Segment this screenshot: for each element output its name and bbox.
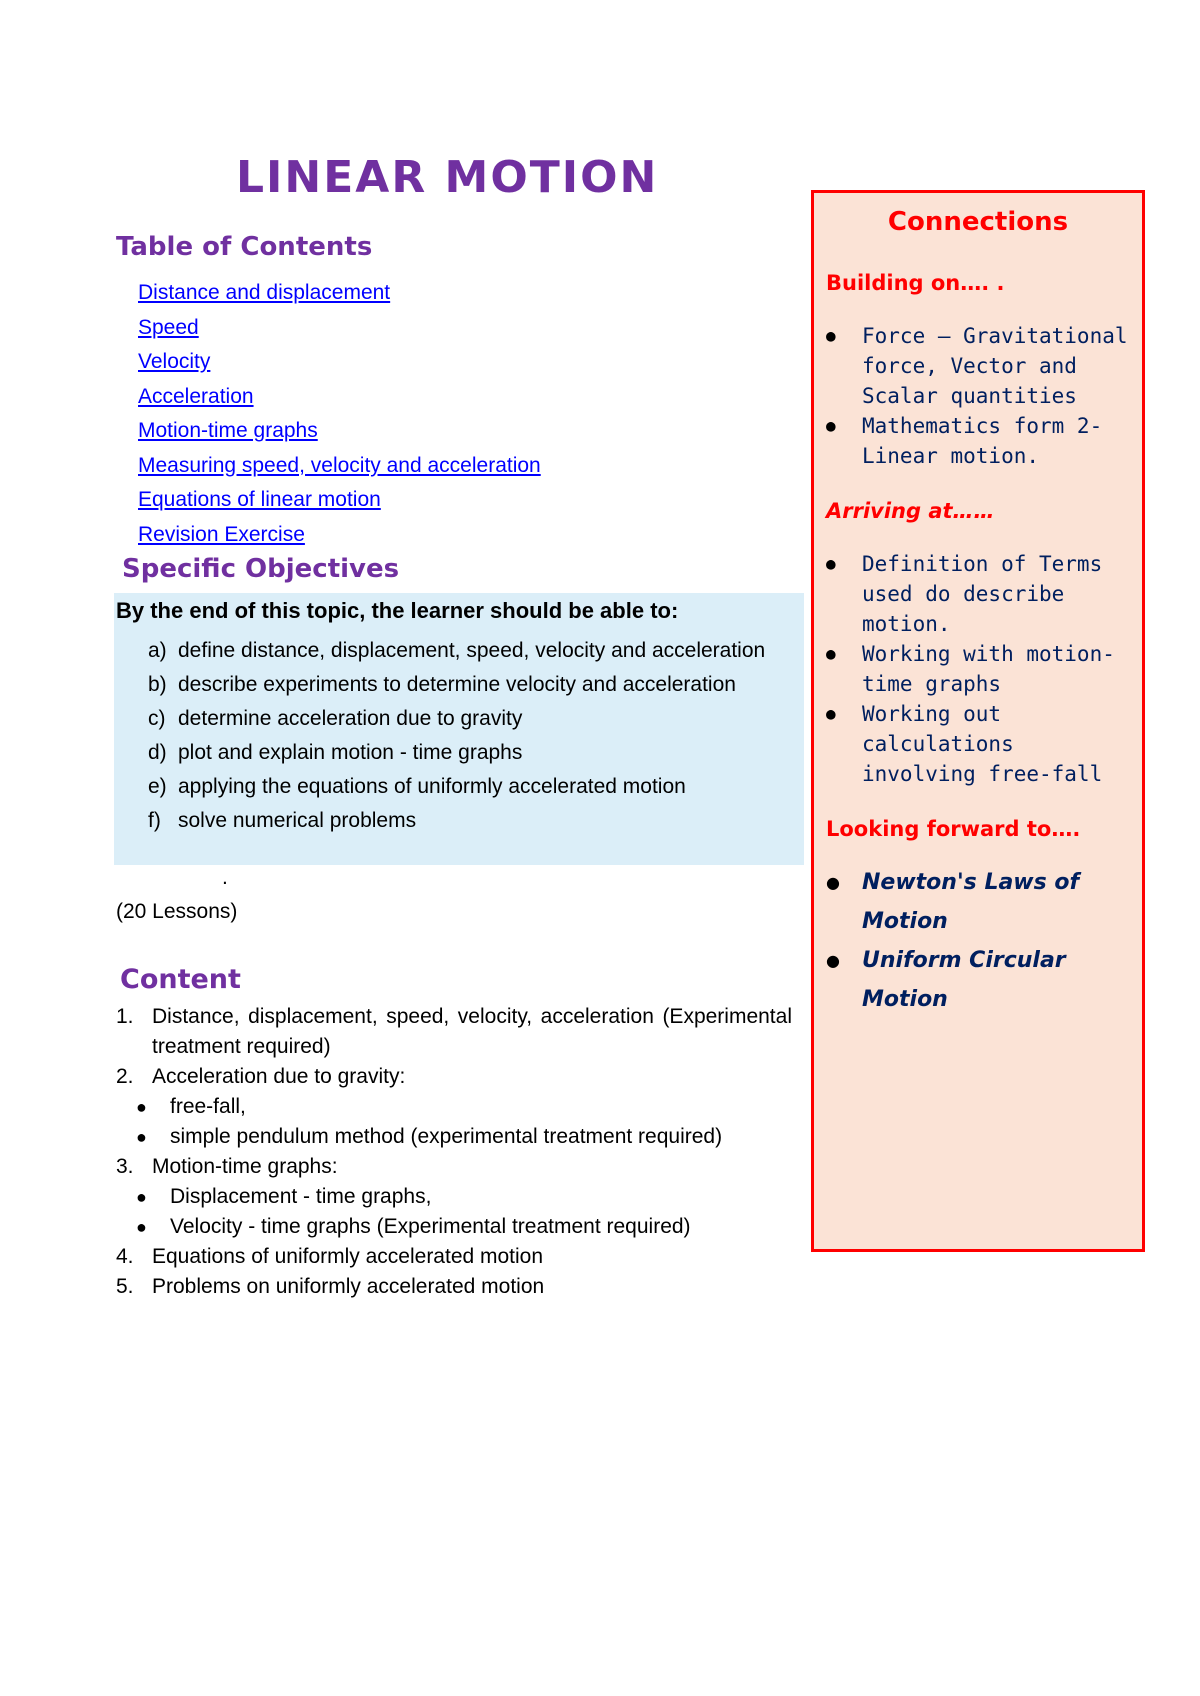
objective-item xyxy=(148,670,792,699)
looking-forward-list xyxy=(826,863,1136,1019)
list-item-text: Definition of Terms used do describe motion. xyxy=(862,552,1103,636)
objective-marker: b) xyxy=(148,673,167,696)
objective-text: describe experiments to determine velocity and acceleration xyxy=(178,673,736,696)
list-item xyxy=(826,321,1136,411)
content-text: Problems on uniformly accelerated motion xyxy=(152,1275,545,1298)
toc-item xyxy=(138,311,541,346)
arriving-at-heading: Arriving at…… xyxy=(826,499,995,523)
content-text: Motion-time graphs: xyxy=(152,1155,338,1178)
content-subtext: Displacement - time graphs, xyxy=(170,1185,432,1208)
list-item xyxy=(826,549,1136,639)
toc-link-distance[interactable]: Distance and displacement xyxy=(138,281,391,304)
bullet-icon: ● xyxy=(136,1127,147,1147)
content-text: Equations of uniformly accelerated motion xyxy=(152,1245,544,1268)
toc-link-acceleration[interactable]: Acceleration xyxy=(138,384,254,408)
content-item xyxy=(116,1242,792,1272)
list-item-text: Working with motion-time graphs xyxy=(862,642,1115,696)
objective-item xyxy=(148,738,792,767)
bullet-icon: ● xyxy=(136,1187,147,1207)
objective-marker: e) xyxy=(148,775,167,798)
content-item xyxy=(116,1062,792,1092)
content-item xyxy=(116,1152,792,1182)
separator-dot: . xyxy=(222,866,228,889)
bullet-icon: ● xyxy=(826,554,836,573)
toc-heading: Table of Contents xyxy=(116,232,373,262)
connections-title: Connections xyxy=(887,207,1069,237)
content-number: 1. xyxy=(116,1005,134,1028)
table-of-contents xyxy=(138,276,541,552)
objective-text: applying the equations of uniformly accelerated motion xyxy=(178,775,686,798)
objective-text: determine acceleration due to gravity xyxy=(178,707,523,730)
bullet-icon: ● xyxy=(826,873,840,892)
content-subitem xyxy=(116,1122,792,1152)
toc-item xyxy=(138,276,541,311)
toc-item xyxy=(138,449,541,484)
arriving-at-list xyxy=(826,549,1136,789)
toc-link-revision[interactable]: Revision Exercise xyxy=(138,522,305,546)
objective-text: plot and explain motion - time graphs xyxy=(178,741,523,764)
content-text: Acceleration due to gravity: xyxy=(152,1065,406,1088)
objective-item xyxy=(148,636,792,665)
content-subitem xyxy=(116,1182,792,1212)
objective-marker: c) xyxy=(148,707,166,730)
objectives-lead: By the end of this topic, the learner should be able to: xyxy=(116,598,679,623)
objective-item xyxy=(148,772,792,801)
bullet-icon: ● xyxy=(826,951,840,970)
objective-text: solve numerical problems xyxy=(178,809,417,832)
objective-item xyxy=(148,704,792,733)
building-on-heading: Building on…. . xyxy=(826,271,1005,295)
list-item-text: Force – Gravitational force, Vector and Scalar quantities xyxy=(862,324,1128,408)
toc-item xyxy=(138,414,541,449)
toc-link-speed[interactable]: Speed xyxy=(138,315,199,339)
connections-panel xyxy=(811,190,1145,1252)
content-list xyxy=(116,1002,792,1302)
objective-marker: d) xyxy=(148,741,167,764)
content-subtext: Velocity - time graphs (Experimental treatment required) xyxy=(170,1215,691,1238)
content-subtext: free-fall, xyxy=(170,1095,246,1118)
objective-marker: f) xyxy=(148,809,161,832)
content-heading: Content xyxy=(120,964,241,995)
bullet-icon: ● xyxy=(136,1217,147,1237)
list-item-text: Working out calculations involving free-fall xyxy=(862,702,1103,786)
content-number: 3. xyxy=(116,1155,134,1178)
content-text: Distance, displacement, speed, velocity, acceleration (Experimental treatment required) xyxy=(152,1005,792,1058)
toc-item xyxy=(138,345,541,380)
toc-link-equations[interactable]: Equations of linear motion xyxy=(138,488,381,511)
building-on-list xyxy=(826,321,1136,471)
toc-item xyxy=(138,380,541,415)
looking-forward-heading: Looking forward to…. xyxy=(826,817,1081,841)
bullet-icon: ● xyxy=(826,644,836,663)
list-item-text: Newton's Laws of Motion xyxy=(862,870,1080,934)
toc-item xyxy=(138,483,541,518)
content-subitem xyxy=(116,1092,792,1122)
toc-link-motion-time-graphs[interactable]: Motion-time graphs xyxy=(138,419,318,442)
bullet-icon: ● xyxy=(136,1097,147,1117)
bullet-icon: ● xyxy=(826,416,836,435)
objectives-list xyxy=(148,636,792,840)
content-subitem xyxy=(116,1212,792,1242)
content-number: 4. xyxy=(116,1245,134,1268)
content-item xyxy=(116,1272,792,1302)
list-item xyxy=(826,639,1136,699)
content-subtext: simple pendulum method (experimental treatment required) xyxy=(170,1125,723,1148)
list-item xyxy=(826,411,1136,471)
content-number: 5. xyxy=(116,1275,134,1298)
list-item-text: Uniform Circular Motion xyxy=(862,948,1066,1012)
list-item xyxy=(826,699,1136,789)
toc-item xyxy=(138,518,541,553)
objective-marker: a) xyxy=(148,639,167,662)
bullet-icon: ● xyxy=(826,326,836,345)
list-item-text: Mathematics form 2- Linear motion. xyxy=(862,414,1103,468)
bullet-icon: ● xyxy=(826,704,836,723)
content-number: 2. xyxy=(116,1065,134,1088)
list-item xyxy=(826,941,1136,1019)
toc-link-velocity[interactable]: Velocity xyxy=(138,350,211,373)
content-item xyxy=(116,1002,792,1062)
lessons-count: (20 Lessons) xyxy=(116,900,238,923)
page-title: LINEAR MOTION xyxy=(236,152,659,203)
objectives-heading: Specific Objectives xyxy=(122,554,400,584)
objective-item xyxy=(148,806,792,835)
objective-text: define distance, displacement, speed, velocity and acceleration xyxy=(178,639,766,662)
list-item xyxy=(826,863,1136,941)
toc-link-measuring[interactable]: Measuring speed, velocity and acceleration xyxy=(138,453,541,477)
